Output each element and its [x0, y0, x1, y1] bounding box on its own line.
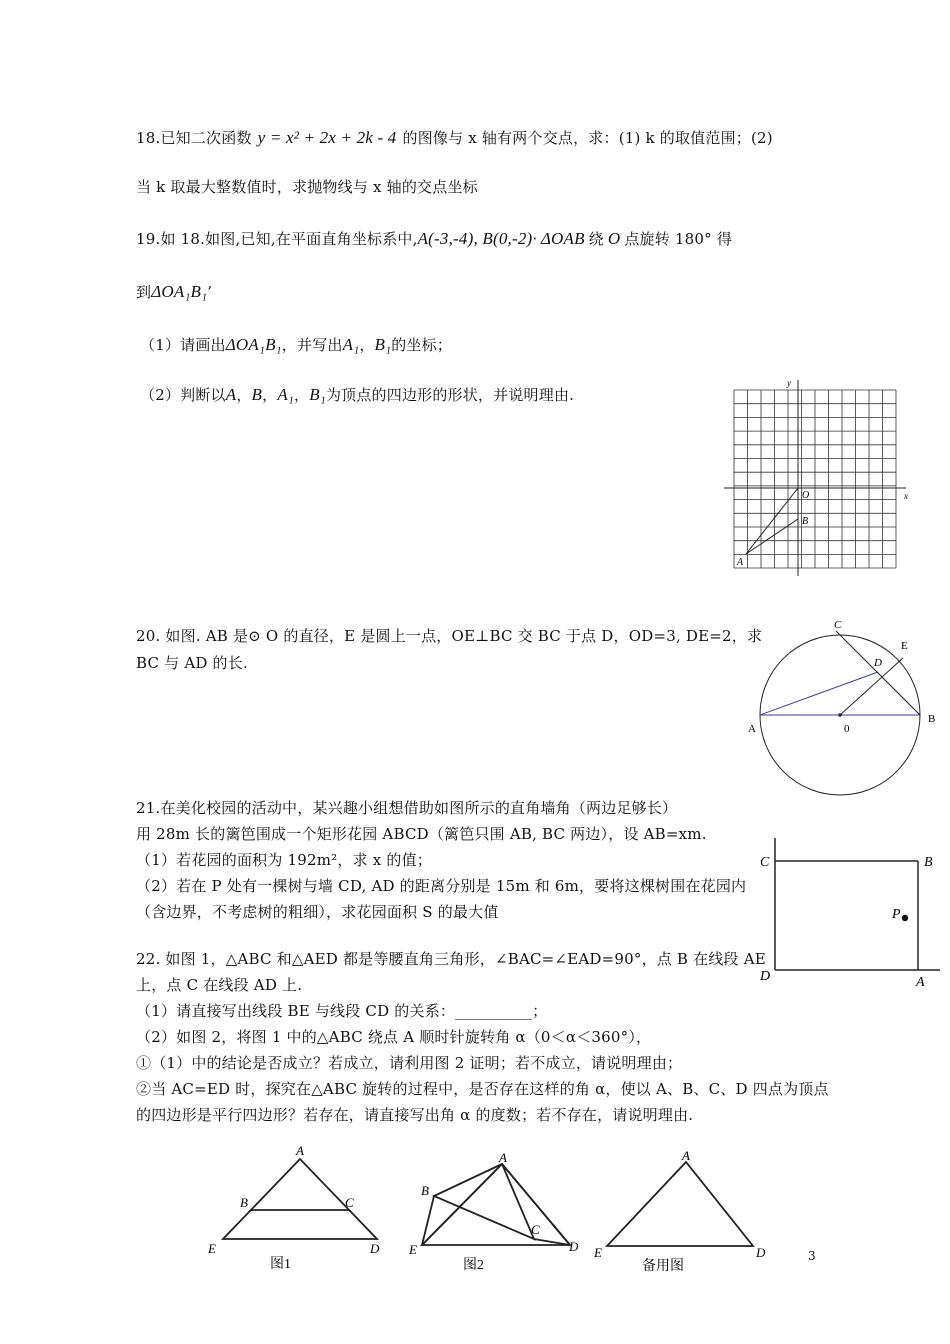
q19-part1-suf: 的坐标； [391, 336, 453, 354]
q19-prefix: 19.如 18.如图,已知,在平面直角坐标系中, [136, 230, 418, 248]
q19-part2 [140, 385, 574, 405]
segment-ad [760, 672, 878, 715]
center-dot [838, 713, 842, 717]
fig3-label-d: D [756, 1245, 766, 1260]
q19-to: 到 [136, 283, 152, 301]
q19-part2-sep2: ， [262, 386, 278, 404]
triangle-abc [434, 1164, 534, 1239]
q19-line2 [136, 282, 212, 302]
q18-formula: y = x² + 2x + 2k - 4 [257, 128, 397, 147]
q20-line1: 20. 如图. AB 是⊙ O 的直径，E 是圆上一点，OE⊥BC 交 BC 于点 D，OD=3, DE=2，求 [136, 627, 763, 645]
q21-line1: 21.在美化校园的活动中，某兴趣小组想借助如图所示的直角墙角（两边足够长） [136, 799, 678, 817]
triangle-aed [422, 1164, 570, 1245]
q22-line2: 上，点 C 在线段 AD 上. [136, 976, 303, 994]
fig1-label-c: C [345, 1195, 354, 1210]
q22-line1: 22. 如图 1，△ABC 和△AED 都是等腰直角三角形，∠BAC=∠EAD=90°，点 B 在线段 AE [136, 950, 766, 968]
q22-figure2 [405, 1148, 590, 1278]
fig2-caption: 图2 [463, 1258, 484, 1273]
label-p: P [892, 907, 901, 922]
q19-part2-b1: B₁ [309, 385, 326, 404]
q19-part2-sep1: ， [236, 386, 252, 404]
q19-part1-sep: ， [359, 336, 375, 354]
label-c: C [834, 619, 842, 631]
origin-label: O [802, 490, 810, 501]
q18-line1 [136, 128, 773, 148]
fig1-label-e: E [208, 1241, 216, 1256]
page-number: 3 [808, 1249, 816, 1263]
label-a: A [748, 723, 756, 735]
point-a-label: A [737, 557, 744, 568]
segment-ea [422, 1164, 502, 1245]
fig1-label-b: B [240, 1195, 248, 1210]
q22-line7: 的四边形是平行四边形？若存在，请直接写出角 α 的度数；若不存在，请说明理由. [136, 1106, 694, 1124]
q22-line4: （2）如图 2，将图 1 中的△ABC 绕点 A 顺时针旋转角 α（0＜α＜360°）， [136, 1028, 652, 1046]
q19-part1-tri: ΔOA₁B₁ [225, 335, 282, 354]
x-axis-label: x [904, 491, 908, 501]
q21-line5: （含边界，不考虑树的粗细），求花园面积 S 的最大值 [136, 903, 499, 921]
label-e: E [901, 640, 908, 652]
q19-part2-a: A [225, 385, 237, 404]
q22-figure3 [590, 1140, 780, 1275]
label-o: 0 [844, 723, 850, 735]
fig2-label-b: B [421, 1183, 429, 1198]
segment-oa [746, 488, 798, 554]
fig3-caption: 备用图 [642, 1259, 684, 1274]
label-d: D [874, 657, 882, 669]
triangle-oab [746, 488, 798, 554]
q22-line5: ①（1）中的结论是否成立？若成立，请利用图 2 证明；若不成立，请说明理由； [136, 1054, 683, 1072]
q21-line4: （2）若在 P 处有一棵树与墙 CD, AD 的距离分别是 15m 和 6m，要将这棵树围在花园内 [136, 877, 747, 895]
fig1-label-a: A [296, 1143, 304, 1158]
q18-prefix: 18.已知二次函数 [136, 129, 252, 147]
fig3-label-e: E [594, 1245, 602, 1260]
q19-rot-pre: 绕 [588, 230, 604, 248]
q19-line1 [136, 229, 732, 249]
q19-part2-pre: （2）判断以 [140, 386, 226, 404]
fig2-label-e: E [409, 1242, 417, 1257]
q22-line3: （1）请直接写出线段 BE 与线段 CD 的关系：__________； [136, 1002, 548, 1020]
fig2-label-c: C [531, 1222, 540, 1237]
q18-line2: 当 k 取最大整数值时，求抛物线与 x 轴的交点坐标 [136, 178, 478, 196]
q19-part2-suf: 为顶点的四边形的形状，并说明理由. [325, 386, 575, 404]
segment-ba [746, 519, 798, 554]
q19-part2-sep3: ， [294, 386, 310, 404]
tree-p-dot [902, 915, 908, 921]
q19-part2-b: B [251, 385, 263, 404]
fig1-label-d: D [370, 1241, 380, 1256]
q19-comma: ’ [207, 283, 213, 301]
q20-circle-figure [744, 614, 944, 796]
label-b: B [928, 713, 936, 725]
q19-grid-figure [722, 376, 914, 578]
point-b-label: B [802, 516, 809, 527]
q19-part2-a1: A₁ [277, 385, 295, 404]
q18-suffix: 的图像与 x 轴有两个交点，求：(1) k 的取值范围；(2) [402, 129, 773, 147]
fig3-label-a: A [682, 1148, 690, 1163]
q21-line3: （1）若花园的面积为 192m²，求 x 的值； [136, 851, 432, 869]
q19-tri2: ΔOA₁B₁ [151, 282, 208, 301]
q19-rot-suf: 点旋转 180° 得 [624, 230, 733, 248]
grid-lines [734, 390, 896, 568]
q19-part1-b1: B₁ [374, 335, 392, 354]
q22-line6: ②当 AC=ED 时，探究在△ABC 旋转的过程中，是否存在这样的角 α，使以 A、B、C、D 四点为顶点 [136, 1080, 829, 1098]
q22-figure1 [200, 1140, 400, 1275]
q19-tri: ΔOAB [540, 229, 585, 248]
label-d: D [760, 969, 771, 984]
q19-part1-mid: ，并写出 [281, 336, 343, 354]
label-c: C [760, 855, 770, 870]
q19-part1 [140, 335, 452, 355]
fig1-caption: 图1 [270, 1257, 291, 1272]
label-a: A [916, 975, 925, 990]
q19-center: O [607, 229, 621, 248]
q19-part1-pre: （1）请画出 [140, 336, 226, 354]
q19-part1-a1: A₁ [342, 335, 360, 354]
fig2-label-a: A [499, 1150, 507, 1165]
q21-line2: 用 28m 长的篱笆围成一个矩形花园 ABCD（篱笆只围 AB, BC 两边），设 AB=xm. [136, 825, 707, 843]
q20-line2: BC 与 AD 的长. [136, 654, 248, 672]
triangle-aed [607, 1162, 753, 1246]
y-axis-label: y [787, 378, 791, 388]
q19-points: A(-3,-4), B(0,-2)· [417, 229, 537, 248]
label-b: B [924, 855, 933, 870]
q21-garden-figure [756, 830, 944, 992]
fig2-label-d: D [569, 1239, 579, 1254]
